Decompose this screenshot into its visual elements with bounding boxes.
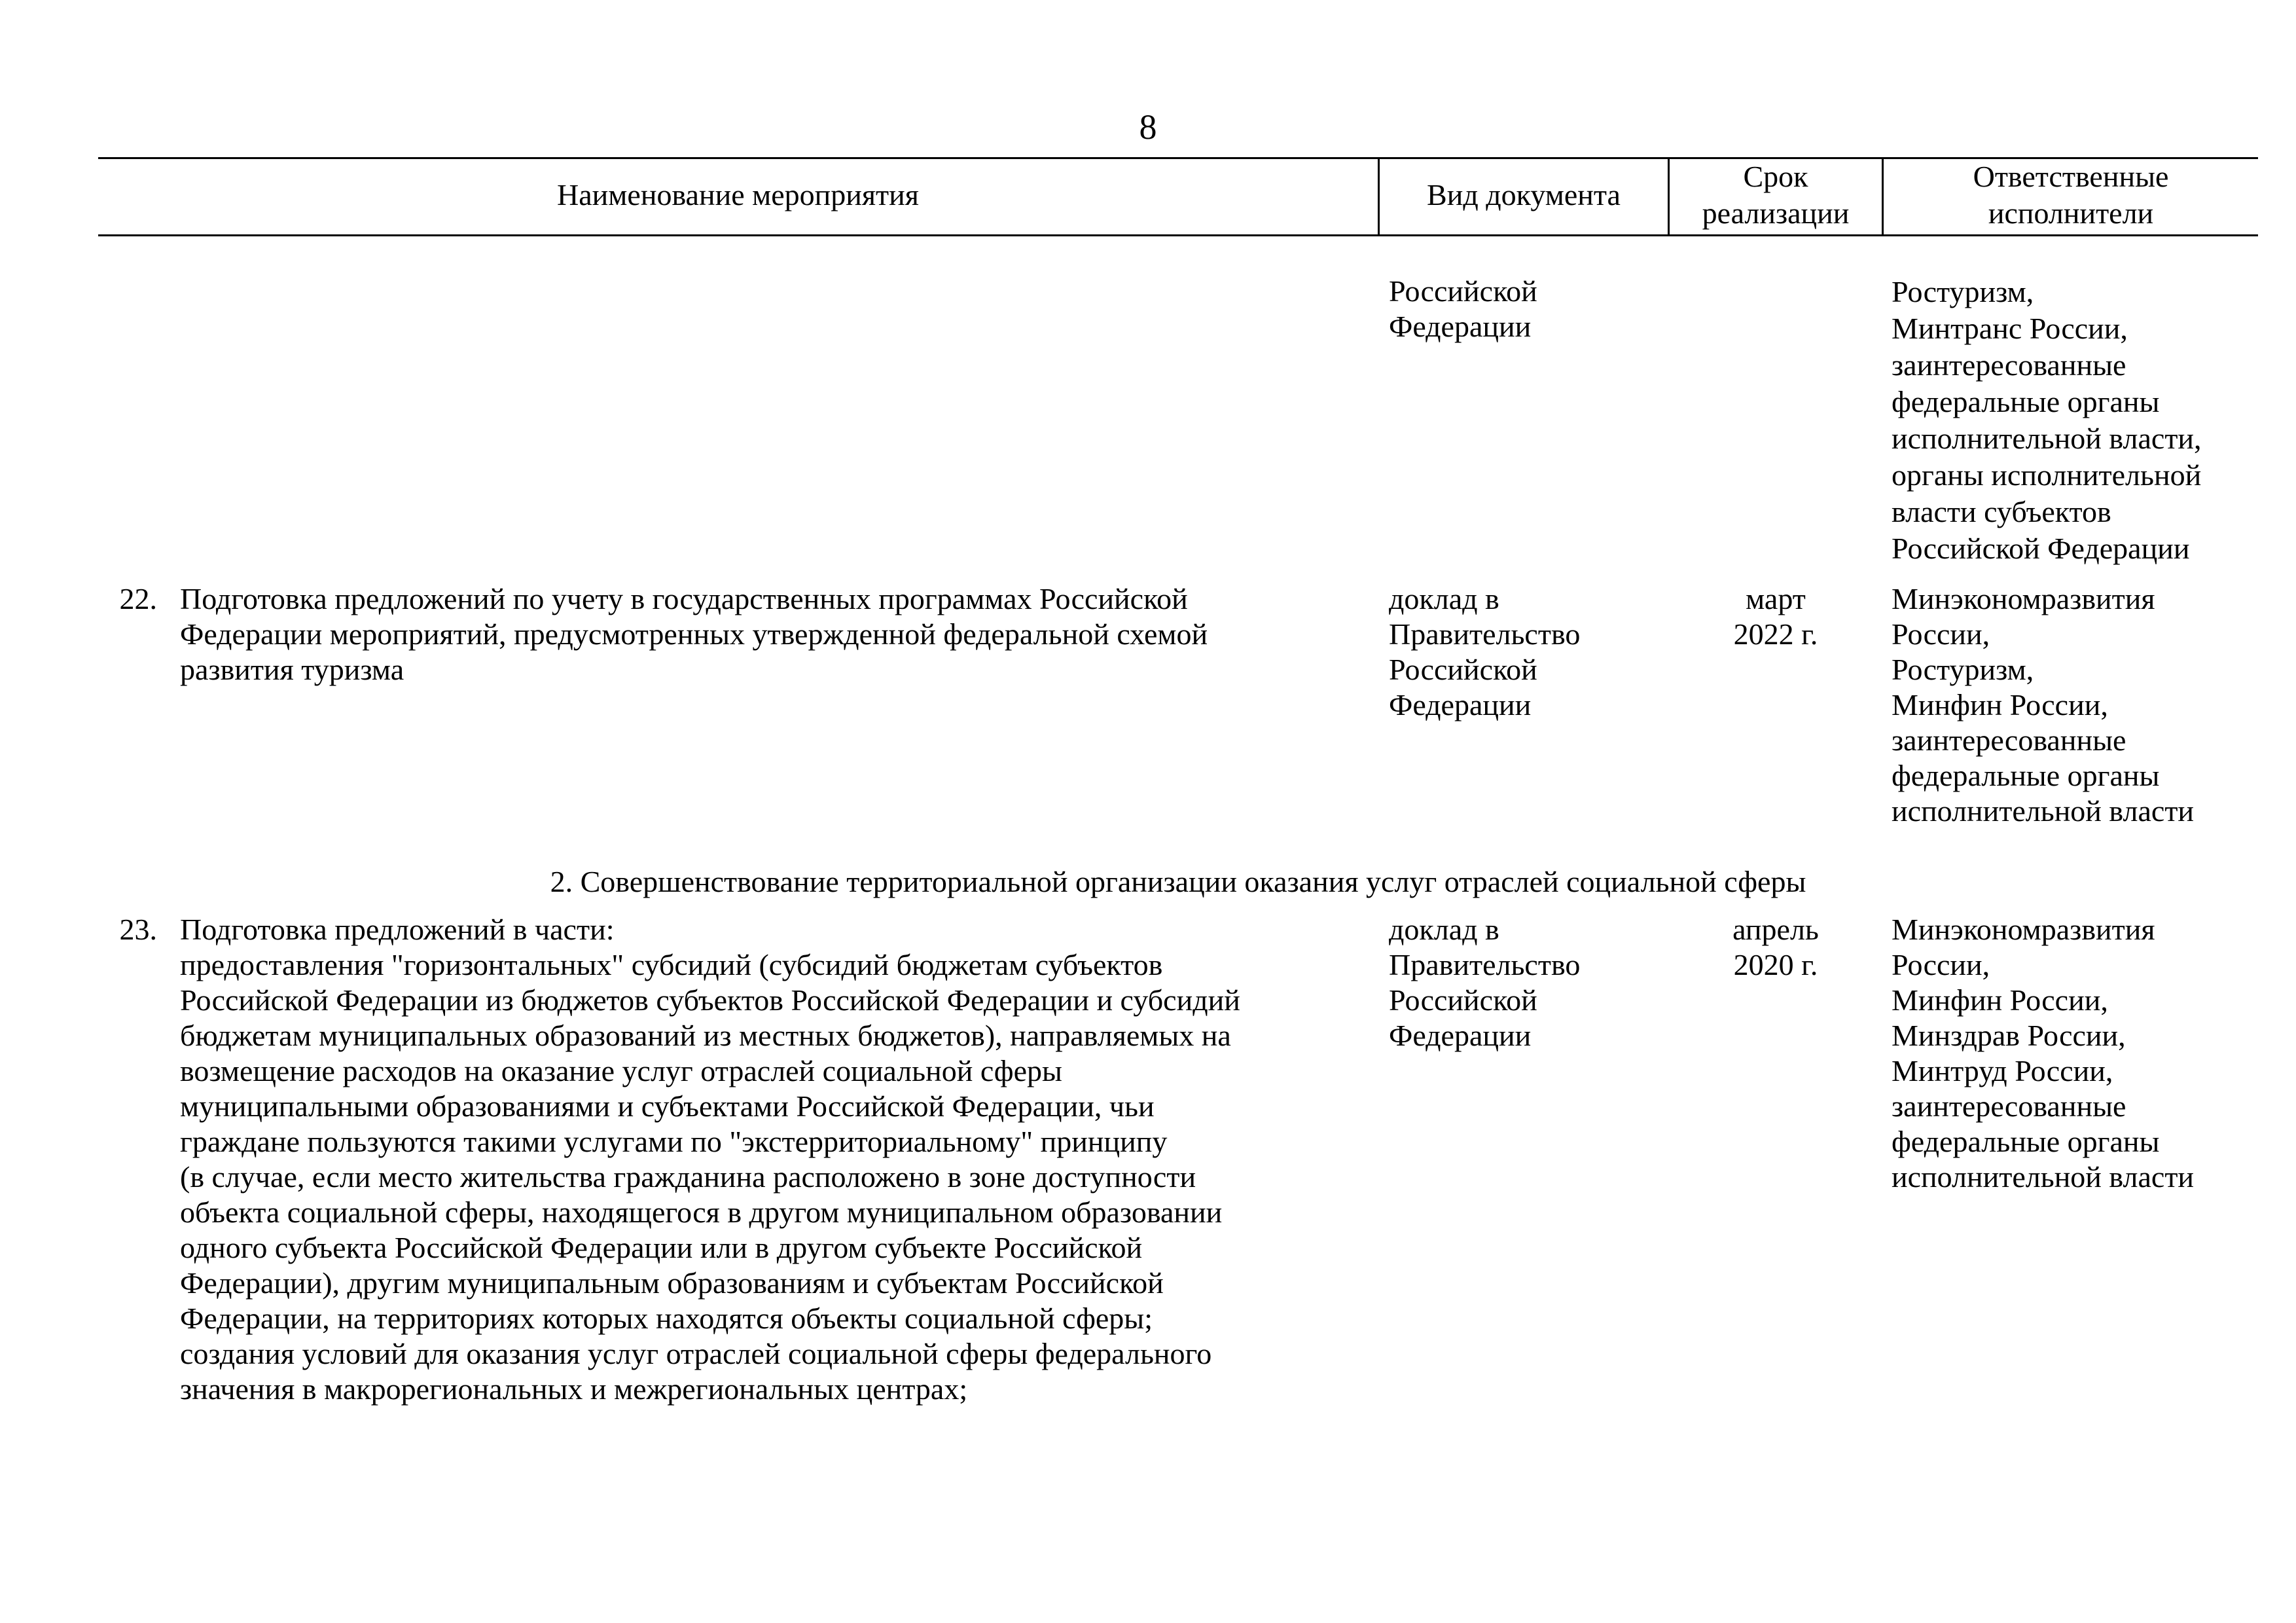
header-col-doc: Вид документа (1427, 178, 1621, 211)
header-col-resp-line: Ответственные (1973, 160, 2169, 193)
row-term: март 2022 г. (1733, 582, 1818, 651)
header-col-term-line: Срок (1743, 160, 1808, 193)
header-col-resp (1884, 158, 2258, 232)
row-resp: Минэкономразвития России, Ростуризм, Минфин России, заинтересованные федеральные органы исполнительной власти (1892, 582, 2195, 828)
row-doc: доклад в Правительство Российской Федерации (1389, 913, 1581, 1052)
header-col-name: Наименование мероприятия (557, 178, 919, 211)
continuation-doc: Российской Федерации (1389, 274, 1537, 343)
row-number: 22. (119, 582, 157, 615)
row-name: Подготовка предложений в части: предоставления "горизонтальных" субсидий (субсидий бюджетам субъектов Российской Федерации из бюджетов субъектов Российской Федерации и субсидий бюджетам муниципальных образований из местных бюджетов), направляемых на возмещение расходов на оказание услуг отраслей социальной сферы муниципальными образованиями и субъектами Российской Федерации, чьи граждане пользуются такими услугами по "экстерриториальному" принципу (в случае, если место жительства гражданина расположено в зоне доступности объекта социальной сферы, находящегося в другом муниципальном образовании одного субъекта Российской Федерации или в другом субъекте Российской Федерации), другим муниципальным образованиям и субъектам Российской Федерации, на территориях которых находятся объекты социальной сферы; создания условий для оказания услуг отраслей социальной сферы федерального значения в макрорегиональных и межрегиональных центрах; (180, 913, 1240, 1406)
row-name: Подготовка предложений по учету в государственных программах Российской Федерации мероприятий, предусмотренных утвержденной федеральной схемой развития туризма (180, 582, 1208, 686)
continuation-resp: Ростуризм, Минтранс России, заинтересованные федеральные органы исполнительной власти, органы исполнительной власти субъектов Российской Федерации (1892, 275, 2202, 565)
row-resp: Минэкономразвития России, Минфин России, Минздрав России, Минтруд России, заинтересованные федеральные органы исполнительной власти (1892, 913, 2195, 1194)
row-term: апрель 2020 г. (1732, 913, 1819, 981)
section-title: 2. Совершенствование территориальной организации оказания услуг отраслей социальной сферы (550, 865, 1806, 898)
row-doc: доклад в Правительство Российской Федерации (1389, 582, 1581, 721)
header-bottom-rule (98, 234, 2258, 236)
header-col-resp-line: исполнители (1988, 196, 2154, 230)
header-col-term (1670, 158, 1882, 232)
row-number: 23. (119, 913, 157, 946)
page-number: 8 (1139, 107, 1157, 147)
header-col-term-line: реализации (1702, 196, 1850, 230)
